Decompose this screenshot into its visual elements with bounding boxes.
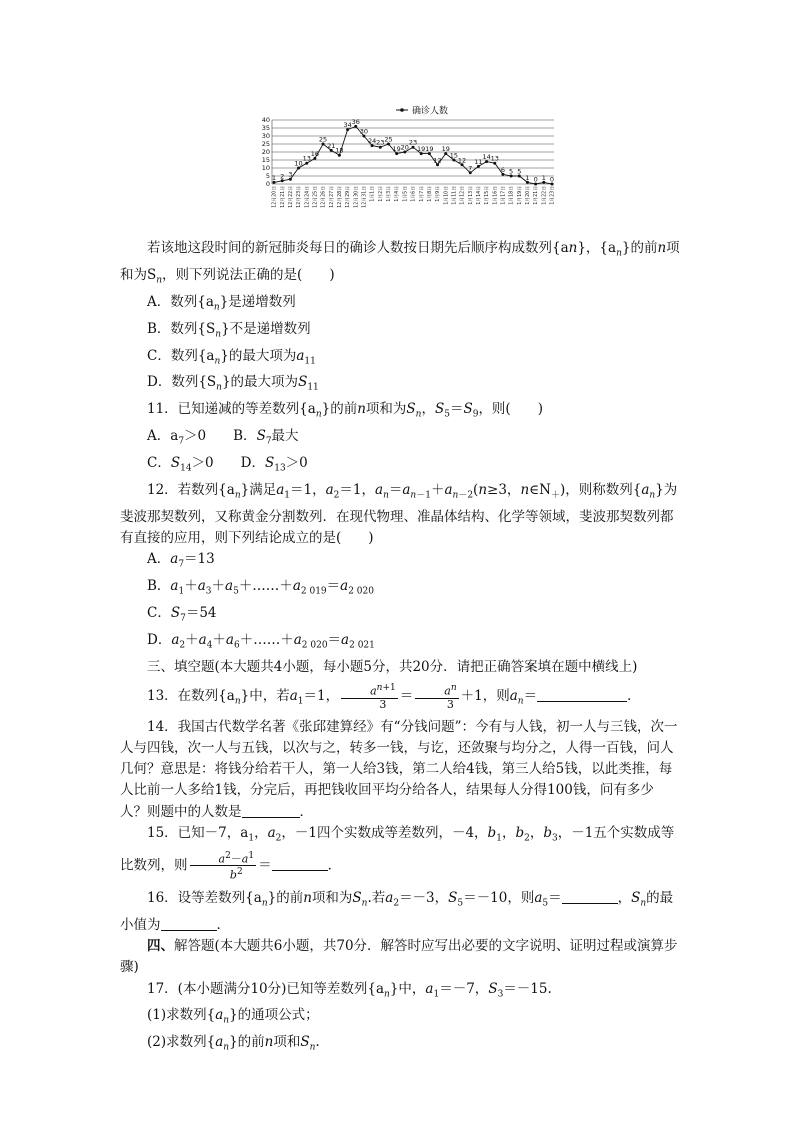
data-label: 13	[302, 154, 311, 163]
x-tick-label: 1月19日	[517, 186, 523, 205]
x-tick-label: 1月13日	[468, 186, 474, 205]
data-label: 5	[517, 167, 522, 176]
x-tick-label: 12月23日	[297, 186, 303, 208]
q10-option-c: C．数列$\{a_n\}$的最大项为$a_{11}$	[147, 347, 316, 367]
x-tick-label: 12月29日	[346, 186, 352, 208]
x-tick-label: 1月4日	[395, 186, 401, 202]
x-tick-label: 1月17日	[501, 186, 507, 205]
data-label: 19	[392, 145, 401, 154]
q12-option-d: D．$a_2+a_4+a_6+\dots\dots+a_{2 020}=a_{2 021}$	[147, 631, 375, 651]
data-label: 1	[525, 173, 530, 182]
q13: 13．在数列$\{a_n\}$中，若$a_1=1$， $\frac{a^{n+1}}{3}$ ＝ $\frac{a^n}{3}$ ＋1，则$a_n=$ ．	[147, 683, 641, 711]
x-tick-label: 12月31日	[362, 186, 368, 208]
x-tick-label: 1月21日	[534, 186, 540, 205]
y-tick-label: 20	[261, 148, 270, 157]
q12-option-a: A．$a_7=13$	[147, 551, 215, 570]
x-tick-label: 1月12日	[460, 186, 466, 205]
q11-options-ab: A．$a_7>0$ B．$S_7$最大	[147, 428, 299, 447]
x-tick-label: 12月27日	[329, 186, 335, 208]
data-label: 30	[359, 127, 369, 136]
data-label: 15	[449, 151, 459, 160]
x-tick-label: 12月28日	[338, 186, 343, 208]
x-tick-label: 12月26日	[321, 186, 327, 208]
data-label: 18	[335, 146, 344, 155]
x-tick-label: 12月25日	[313, 186, 319, 208]
x-tick-label: 12月21日	[280, 186, 286, 208]
data-label: 10	[294, 159, 303, 168]
data-label: 1	[271, 173, 277, 182]
data-label: 2	[280, 172, 285, 181]
data-label: 3	[288, 170, 293, 179]
q10-stem: 若该地这段时间的新冠肺炎每日的确诊人数按日期先后顺序构成数列{an}，$\{a_n\}$的前n项和为$S_n$，则下列说法正确的是( )	[120, 240, 680, 286]
y-tick-label: 30	[261, 132, 270, 141]
x-tick-label: 12月22日	[289, 186, 294, 208]
data-label: 13	[490, 154, 499, 163]
data-label: 1	[541, 173, 546, 182]
x-tick-label: 1月2日	[378, 186, 384, 202]
data-label: 20	[400, 143, 409, 152]
x-tick-label: 1月8日	[428, 186, 433, 202]
y-tick-label: 5	[265, 172, 270, 181]
document-body	[120, 238, 680, 1059]
x-tick-label: 1月18日	[509, 186, 515, 205]
section-3-heading: 三、填空题(本大题共4小题，每小题5分，共20分．请把正确答案填在题中横线上)	[147, 658, 638, 675]
data-label: 6	[500, 165, 506, 174]
data-label: 16	[310, 149, 320, 158]
x-tick-label: 1月16日	[493, 186, 499, 205]
data-label: 7	[468, 164, 473, 173]
x-tick-label: 1月15日	[485, 186, 491, 205]
data-label: 25	[384, 135, 393, 144]
q12-option-c: C．$S_7=54$	[147, 605, 217, 624]
data-label: 14	[482, 153, 491, 162]
x-tick-label: 1月11日	[452, 186, 458, 205]
x-tick-label: 1月6日	[411, 186, 417, 202]
data-label: 25	[318, 135, 328, 144]
q12-option-b: B．$a_1+a_3+a_5+\dots\dots+a_{2 019}=a_{2 020}$	[147, 578, 374, 597]
q16: 16．设等差数列$\{a_n\}$的前n项和为$S_n$.若$a_2=-3$，$S_5=-10$，则$a_5=$ ，$S_n$的最小值为 ．	[120, 890, 674, 933]
x-tick-label: 1月20日	[526, 186, 532, 205]
data-label: 0	[549, 175, 555, 184]
data-label: 23	[376, 138, 385, 147]
x-tick-label: 1月10日	[444, 186, 450, 205]
data-label: 36	[351, 117, 360, 126]
q17-stem: 17．(本小题满分10分)已知等差数列$\{a_n\}$中，$a_1=-7$，$S_3=-15$.	[147, 980, 552, 1000]
y-tick-label: 10	[261, 164, 270, 173]
x-tick-label: 12月30日	[354, 186, 360, 208]
data-label: 0	[533, 175, 538, 184]
data-label: 24	[367, 137, 377, 146]
q10-option-d: D．数列$\{S_n\}$的最大项为$S_{11}$	[147, 374, 319, 394]
x-tick-label: 1月23日	[550, 186, 556, 205]
data-label: 19	[425, 145, 434, 154]
data-label: 5	[509, 167, 514, 176]
data-label: 12	[433, 156, 442, 165]
data-label: 19	[417, 145, 426, 154]
data-label: 21	[327, 141, 336, 150]
q11-options-cd: C．$S_{14}>0$ D．$S_{13}>0$	[147, 455, 308, 474]
x-tick-label: 12月24日	[305, 186, 311, 208]
q10-option-a: A．数列$\{a_n\}$是递增数列	[147, 293, 296, 313]
q12-stem: 12．若数列$\{a_n\}$满足$a_1=1$，$a_2=1$，$a_n=a_{n-1}+a_{n-2}(n\ge 3$，$n\in N_+$)，则称数列$\{a_n\}$为斐波那契数列，又称黄金分割数列．在现代物理、准晶体结构、化学等领域，斐波那契数列都有直接的应用，则下列结论成立的是( )	[120, 482, 678, 547]
q17-part-1: (1)求数列$\{a_n\}$的通项公式；	[147, 1007, 319, 1027]
x-tick-label: 1月7日	[419, 186, 425, 202]
data-label: 11	[474, 157, 483, 166]
confirmed-cases-chart	[258, 100, 558, 212]
q17-part-2: (2)求数列$\{a_n\}$的前n项和$S_n$.	[147, 1034, 320, 1053]
y-tick-label: 15	[261, 156, 270, 165]
x-tick-label: 1月5日	[403, 186, 409, 202]
data-label: 23	[408, 138, 418, 147]
q11-stem: 11．已知递减的等差数列$\{a_n\}$的前n项和为$S_n$，$S_5=S_9$，则( )	[147, 401, 543, 421]
x-tick-label: 12月20日	[272, 186, 278, 208]
x-tick-label: 1月14日	[477, 186, 482, 205]
data-label: 12	[457, 156, 467, 165]
q14: 14．我国古代数学名著《张邱建算经》有“分钱问题”：今有与人钱，初一人与三钱，次一人与四钱，次一人与五钱，以次与之，转多一钱，与讫，还敛聚与均分之，人得一百钱，问人几何？意思是：将钱分给若干人，第一人给3钱，第二人给4钱，第三人给5钱，以此类推，每人比前一人多给1钱，分完后，再把钱收回平均分给各人，结果每人分得100钱，问有多少人？则题中的人数是 ．	[120, 718, 678, 820]
x-tick-label: 1月1日	[370, 186, 376, 202]
x-tick-label: 1月9日	[436, 186, 442, 202]
y-tick-label: 35	[261, 124, 270, 133]
q10-option-b: B．数列$\{S_n\}$不是递增数列	[147, 320, 311, 340]
x-tick-label: 1月22日	[542, 186, 548, 205]
x-tick-label: 1月3日	[387, 186, 393, 202]
legend-label: 确诊人数	[412, 106, 449, 117]
q15: 15．已知－7，$a_1$，$a_2$，－1四个实数成等差数列，－4，$b_1$，$b_2$，$b_3$，－1五个实数成等比数列，则 $\frac{a^2-a^1}{b^2}$ ＝ ．	[120, 824, 675, 883]
data-label: 19	[441, 145, 450, 154]
data-label: 34	[343, 121, 352, 130]
y-tick-label: 40	[261, 116, 270, 125]
y-tick-label: 25	[261, 140, 270, 149]
legend-marker	[400, 108, 404, 112]
section-4-heading: 四、解答题(本大题共6小题，共70分．解答时应写出必要的文字说明、证明过程或演算步骤)	[120, 938, 678, 976]
y-tick-label: 0	[265, 180, 270, 189]
